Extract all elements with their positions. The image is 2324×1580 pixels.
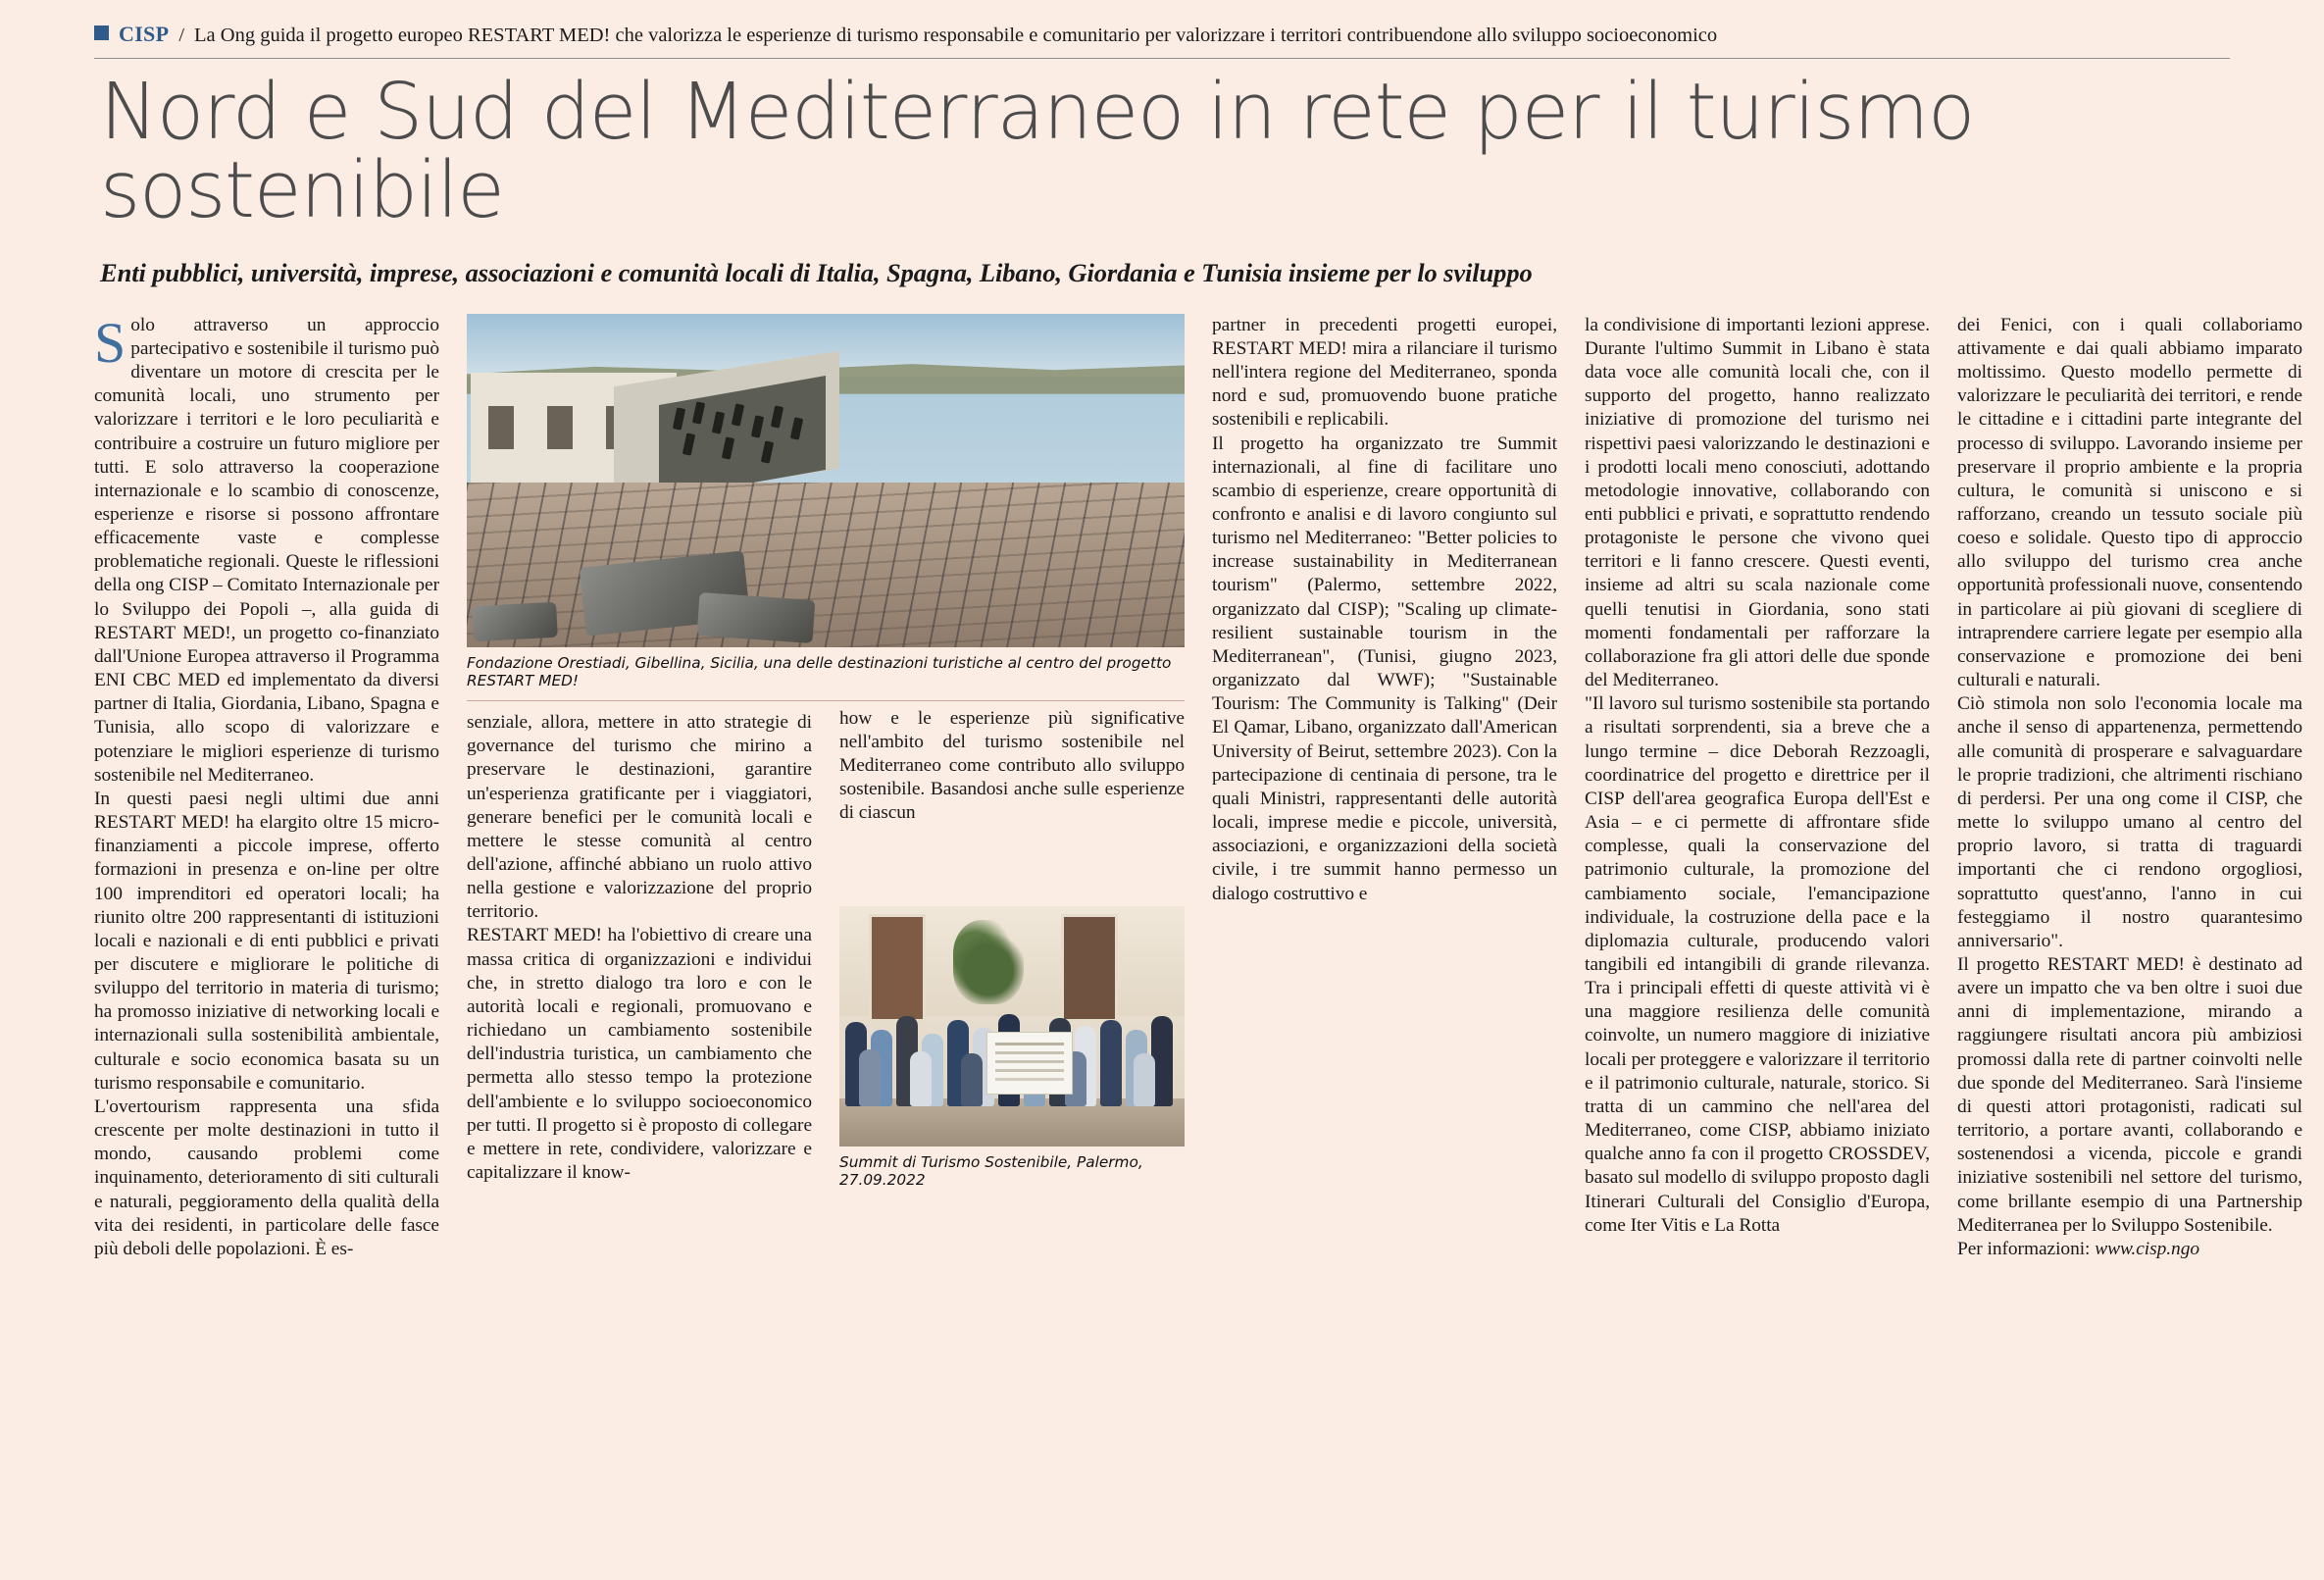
figure-caption: Fondazione Orestiadi, Gibellina, Sicilia, una delle destinazioni turistiche al centro del progetto RESTART MED! <box>467 653 1172 690</box>
paragraph: partner in precedenti progetti europei, RESTART MED! mira a rilanciare il turismo nell'intera regione del Mediterraneo, sponda nord e sud, promuovendo buone pratiche sostenibili e replicabili. <box>1212 314 1557 431</box>
paragraph: RESTART MED! ha l'obiettivo di creare una massa critica di organizzazioni e individui che, in stretto dialogo tra loro e con le autorità locali e regionali, promuovano e richiedano un cambiamento sostenibile dell'industria turistica, un cambiamento che permetta allo stesso tempo la protezione dell'ambiente e lo sviluppo socioeconomico per tutti. Il progetto si è proposto di collegare e mettere in rete, condividere, valorizzare e capitalizzare il know- <box>467 925 812 1184</box>
page-title: Nord e Sud del Mediterraneo in rete per il turismo sostenibile <box>100 66 1975 236</box>
photo-summit-palermo <box>839 906 1185 1147</box>
bullet-square-icon <box>94 25 109 40</box>
paragraph: In questi paesi negli ultimi due anni RESTART MED! ha elargito oltre 15 micro-finanziamenti a piccole imprese, offerto formazioni in presenza e on-line per oltre 100 imprenditori ed operatori locali; ha riunito oltre 200 rappresentanti di istituzioni locali e nazionali e di enti pubblici e privati per discutere e migliorare le politiche di sviluppo del territorio in materia di turismo; ha promosso iniziative di networking locali e internazionali sulla sostenibilità ambientale, culturale e socio economica basata su un turismo responsabile e comunitario. <box>94 788 439 1094</box>
contact-url[interactable]: www.cisp.ngo <box>2095 1238 2199 1259</box>
paragraph: "Il lavoro sul turismo sostenibile sta portando a risultati sorprendenti, sia a breve che a lungo termine – dice Deborah Rezzoagli, coordinatrice del progetto e direttrice per il CISP dell'area geografica Europa dell'Est e Asia – e ci permette di affrontare sfide complesse, quali la conservazione del patrimonio culturale, la promozione del cambiamento sociale, l'emancipazione individuale, la costruzione della pace e la diplomazia culturale, producendo valori tangibili ed intangibili di grande rilevanza. Tra i principali effetti di queste attività vi è una maggiore resilienza delle comunità coinvolte, un numero maggiore di iniziative locali per proteggere e valorizzare il territorio e il patrimonio culturale, naturale, storico. Si tratta di un cammino che nell'area del Mediterraneo, come CISP, abbiamo iniziato qualche anno fa con il progetto CROSSDEV, basato sul modello di sviluppo proposto dagli Itinerari Culturali del Consiglio d'Europa, come Iter Vitis e La Rotta <box>1585 693 1930 1236</box>
divider-top <box>94 58 2230 59</box>
column-1 <box>94 310 439 1261</box>
figure-caption: Summit di Turismo Sostenibile, Palermo, 27.09.2022 <box>839 1152 1143 1190</box>
paragraph: how e le esperienze più significative nell'ambito del turismo sostenibile nel Mediterraneo come contributo allo sviluppo sostenibile. Basandosi anche sulle esperienze di ciascun <box>839 707 1185 824</box>
paragraph: Ciò stimola non solo l'economia locale ma anche il senso di appartenenza, permettendo alle comunità di prosperare e salvaguardare le proprie tradizioni, che altrimenti rischiano di perdersi. Per una ong come il CISP, che mette lo sviluppo umano al centro del proprio lavoro, si tratta di traguardi importanti che ci rendono orgogliosi, soprattutto quest'anno, l'anno in cui festeggiamo il nostro quarantesimo anniversario". <box>1957 693 2302 951</box>
kicker-line <box>94 22 2230 58</box>
publisher-name: CISP <box>119 22 170 46</box>
page-subtitle: Enti pubblici, università, imprese, associazioni e comunità locali di Italia, Spagna, Libano, Giordania e Tunisia insieme per lo sviluppo <box>100 257 1533 287</box>
column-4 <box>1212 314 1557 906</box>
paragraph: Solo attraverso un approccio partecipativo e sostenibile il turismo può diventare un motore di crescita per le comunità locali, uno strumento per valorizzare i territori e le loro peculiarità e contribuire a costruire un futuro migliore per tutti. E solo attraverso la cooperazione internazionale e lo scambio di conoscenze, esperienze e risorse si possono affrontare efficacemente vaste e complesse problematiche regionali. Queste le riflessioni della ong CISP – Comitato Internazionale per lo Sviluppo dei Popoli –, alla guida di RESTART MED!, un progetto co-finanziato dall'Unione Europea attraverso il Programma ENI CBC MED ed implementato da diversi partner di Italia, Giordania, Libano, Spagna e Tunisia, allo scopo di valorizzare e potenziare le migliori esperienze di turismo sostenibile nel Mediterraneo. <box>94 310 439 786</box>
article-columns <box>94 310 2302 1261</box>
kicker-text: La Ong guida il progetto europeo RESTART MED! che valorizza le esperienze di turismo responsabile e comunitario per valorizzare i territori contribuendone allo sviluppo socioeconomico <box>194 25 1718 46</box>
paragraph: la condivisione di importanti lezioni apprese. Durante l'ultimo Summit in Libano è stata data voce alle comunità locali che, con il supporto del progetto, hanno realizzato iniziative di promozione del turismo nei rispettivi paesi valorizzando le destinazioni e i prodotti locali meno conosciuti, adottando metodologie innovative, collaborando con enti pubblici e privati, e soprattutto rendendo protagoniste le persone che vivono quei territori e li fanno crescere. Questi eventi, insieme ad altri su scala nazionale come quelli tenutisi in Giordania, sono stati momenti fondamentali per rafforzare la collaborazione fra gli attori delle due sponde del Mediterraneo. <box>1585 314 1930 691</box>
figure-photo-2 <box>839 906 1185 1190</box>
contact-line <box>1957 1238 2302 1261</box>
paragraph: dei Fenici, con i quali collaboriamo attivamente e dai quali abbiamo imparato moltissimo. Questo modello permette di valorizzare le peculiarità dei territori, e rende le cittadine e i cittadini parte integrante del processo di sviluppo. Lavorando insieme per preservare il proprio ambiente e la propria cultura, le comunità si uniscono e si rafforzano, creando un tessuto sociale più coeso e solidale. Questo tipo di approccio allo sviluppo del turismo crea anche opportunità professionali nuove, consentendo in particolare ai più giovani di scegliere di intraprendere carriere legate per esempio alla conservazione e promozione dei beni culturali e naturali. <box>1957 314 2302 691</box>
paragraph: senziale, allora, mettere in atto strategie di governance del turismo che mirino a preservare le destinazioni, garantire un'esperienza gratificante per i viaggiatori, generare benefici per le comunità locali e mettere le stesse comunità al centro dell'azione, affinché abbiano un ruolo attivo nella gestione e valorizzazione del proprio territorio. <box>467 712 812 923</box>
paragraph: L'overtourism rappresenta una sfida crescente per molte destinazioni in tutto il mondo, causando problemi come inquinamento, deterioramento di siti culturali e naturali, peggioramento della qualità della vita dei residenti, in particolare delle fasce più deboli delle popolazioni. È es- <box>94 1096 439 1259</box>
column-5 <box>1585 314 1930 1238</box>
contact-label: Per informazioni: <box>1957 1238 2091 1259</box>
paragraph: Il progetto RESTART MED! è destinato ad avere un impatto che va ben oltre i suoi due anni di implementazione, mirando a raggiungere risultati ancora più ambiziosi promossi dalla rete di partner coinvolti nelle due sponde del Mediterraneo. Sarà l'insieme di questi attori protagonisti, radicati sul territorio, a portare avanti, collaborando e sostenendosi a vicenda, piccole e grandi iniziative sostenibili nel settore del turismo, come brillante esempio di una Partnership Mediterranea per lo Sviluppo Sostenibile. <box>1957 953 2302 1236</box>
column-6 <box>1957 314 2302 1261</box>
paragraph: Il progetto ha organizzato tre Summit internazionali, al fine di facilitare uno scambio di esperienze, creare opportunità di confronto e analisi e di lavoro congiunto sul turismo nel Mediterraneo: "Better policies to increase sustainability in Mediterranean tourism" (Palermo, settembre 2022, organizzato dal CISP); "Scaling up climate-resilient sustainable tourism in the Mediterranean", (Tunisi, giugno 2023, organizzato dal WWF); "Sustainable Tourism: The Community is Talking" (Deir El Qamar, Libano, organizzato dall'American University of Beirut, settembre 2023). Con la partecipazione di centinaia di persone, tra le quali Ministri, rappresentanti delle autorità locali, imprese medie e piccole, università, associazioni, e organizzazioni della società civile, i tre summit hanno permesso un dialogo costruttivo e <box>1212 433 1557 904</box>
column-3 <box>839 314 1185 1199</box>
kicker-separator: / <box>178 25 185 46</box>
